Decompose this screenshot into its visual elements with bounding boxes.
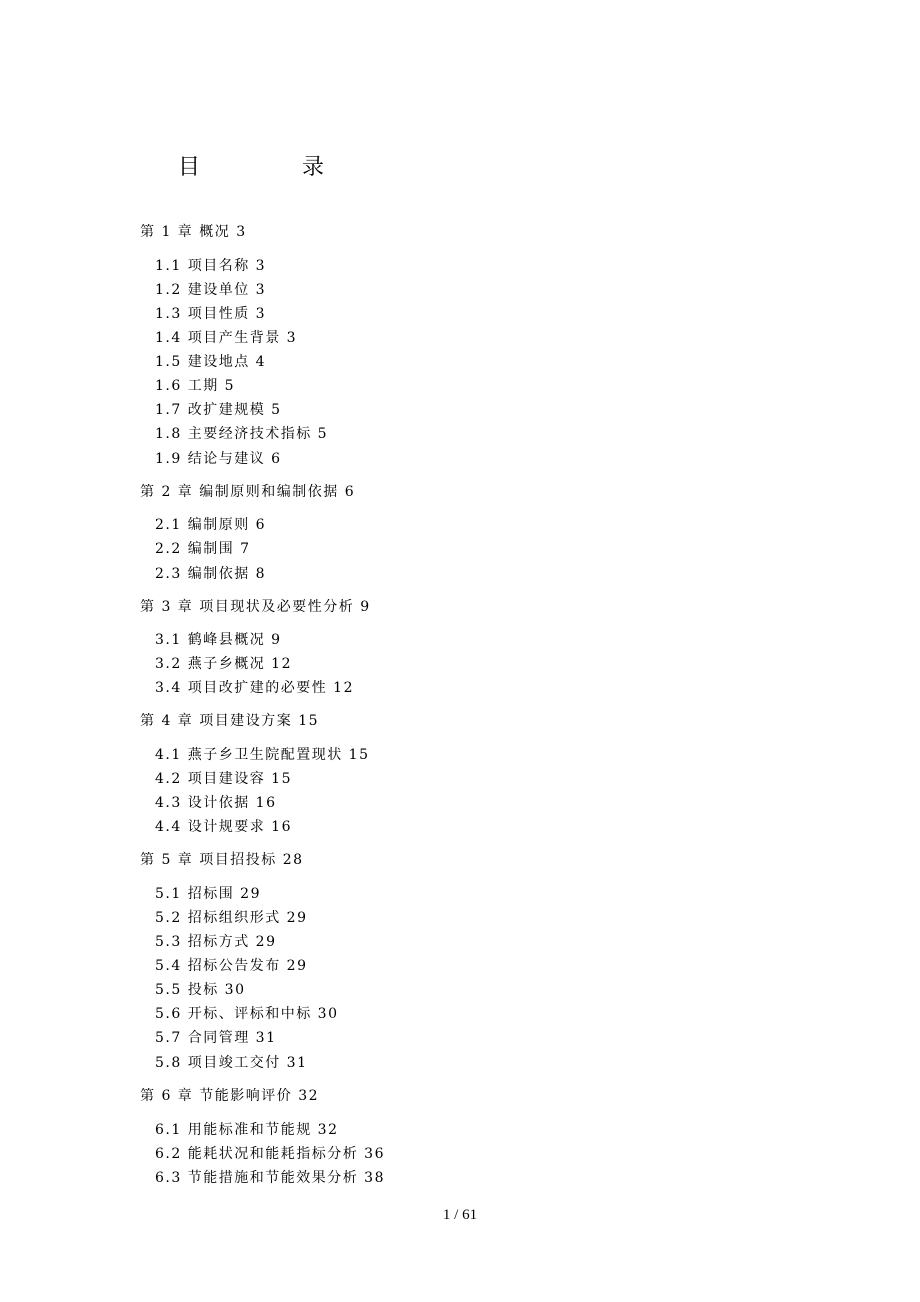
toc-section-1-7[interactable]: 1.7 改扩建规模 5 (155, 402, 282, 418)
toc-section-2-1[interactable]: 2.1 编制原则 6 (155, 517, 267, 533)
toc-section-4-1[interactable]: 4.1 燕子乡卫生院配置现状 15 (155, 747, 370, 763)
toc-title (178, 150, 338, 182)
toc-chapter-6[interactable]: 第 6 章 节能影响评价 32 (140, 1088, 320, 1104)
toc-chapter-3[interactable]: 第 3 章 项目现状及必要性分析 9 (140, 599, 371, 615)
toc-section-5-1[interactable]: 5.1 招标围 29 (155, 886, 261, 902)
toc-chapter-5[interactable]: 第 5 章 项目招投标 28 (140, 852, 304, 868)
toc-section-2-3[interactable]: 2.3 编制依据 8 (155, 566, 267, 582)
toc-section-4-3[interactable]: 4.3 设计依据 16 (155, 795, 277, 811)
toc-section-1-6[interactable]: 1.6 工期 5 (155, 378, 236, 394)
toc-section-5-6[interactable]: 5.6 开标、评标和中标 30 (155, 1006, 339, 1022)
toc-section-1-2[interactable]: 1.2 建设单位 3 (155, 282, 267, 298)
toc-section-3-1[interactable]: 3.1 鹤峰县概况 9 (155, 632, 282, 648)
toc-title-char-2: 录 (302, 155, 325, 180)
toc-section-6-2[interactable]: 6.2 能耗状况和能耗指标分析 36 (155, 1146, 385, 1162)
toc-section-1-1[interactable]: 1.1 项目名称 3 (155, 258, 267, 274)
toc-section-1-3[interactable]: 1.3 项目性质 3 (155, 306, 267, 322)
toc-chapter-4[interactable]: 第 4 章 项目建设方案 15 (140, 713, 320, 729)
toc-section-5-5[interactable]: 5.5 投标 30 (155, 982, 246, 998)
page-number: 1 / 61 (442, 1207, 478, 1223)
toc-chapter-2[interactable]: 第 2 章 编制原则和编制依据 6 (140, 484, 356, 500)
toc-section-2-2[interactable]: 2.2 编制围 7 (155, 541, 251, 557)
toc-section-1-9[interactable]: 1.9 结论与建议 6 (155, 451, 282, 467)
toc-section-1-4[interactable]: 1.4 项目产生背景 3 (155, 330, 298, 346)
toc-section-5-8[interactable]: 5.8 项目竣工交付 31 (155, 1055, 308, 1071)
toc-section-3-4[interactable]: 3.4 项目改扩建的必要性 12 (155, 680, 354, 696)
toc-section-1-5[interactable]: 1.5 建设地点 4 (155, 354, 267, 370)
toc-section-4-2[interactable]: 4.2 项目建设容 15 (155, 771, 292, 787)
toc-section-5-4[interactable]: 5.4 招标公告发布 29 (155, 958, 308, 974)
toc-section-6-1[interactable]: 6.1 用能标准和节能规 32 (155, 1122, 339, 1138)
toc-title-char-1: 目 (178, 155, 201, 180)
toc-section-6-3[interactable]: 6.3 节能措施和节能效果分析 38 (155, 1170, 385, 1186)
toc-section-1-8[interactable]: 1.8 主要经济技术指标 5 (155, 426, 329, 442)
toc-section-4-4[interactable]: 4.4 设计规要求 16 (155, 819, 292, 835)
toc-section-5-3[interactable]: 5.3 招标方式 29 (155, 934, 277, 950)
toc-section-5-7[interactable]: 5.7 合同管理 31 (155, 1030, 277, 1046)
toc-section-5-2[interactable]: 5.2 招标组织形式 29 (155, 910, 308, 926)
toc-chapter-1[interactable]: 第 1 章 概况 3 (140, 224, 247, 240)
toc-section-3-2[interactable]: 3.2 燕子乡概况 12 (155, 656, 292, 672)
